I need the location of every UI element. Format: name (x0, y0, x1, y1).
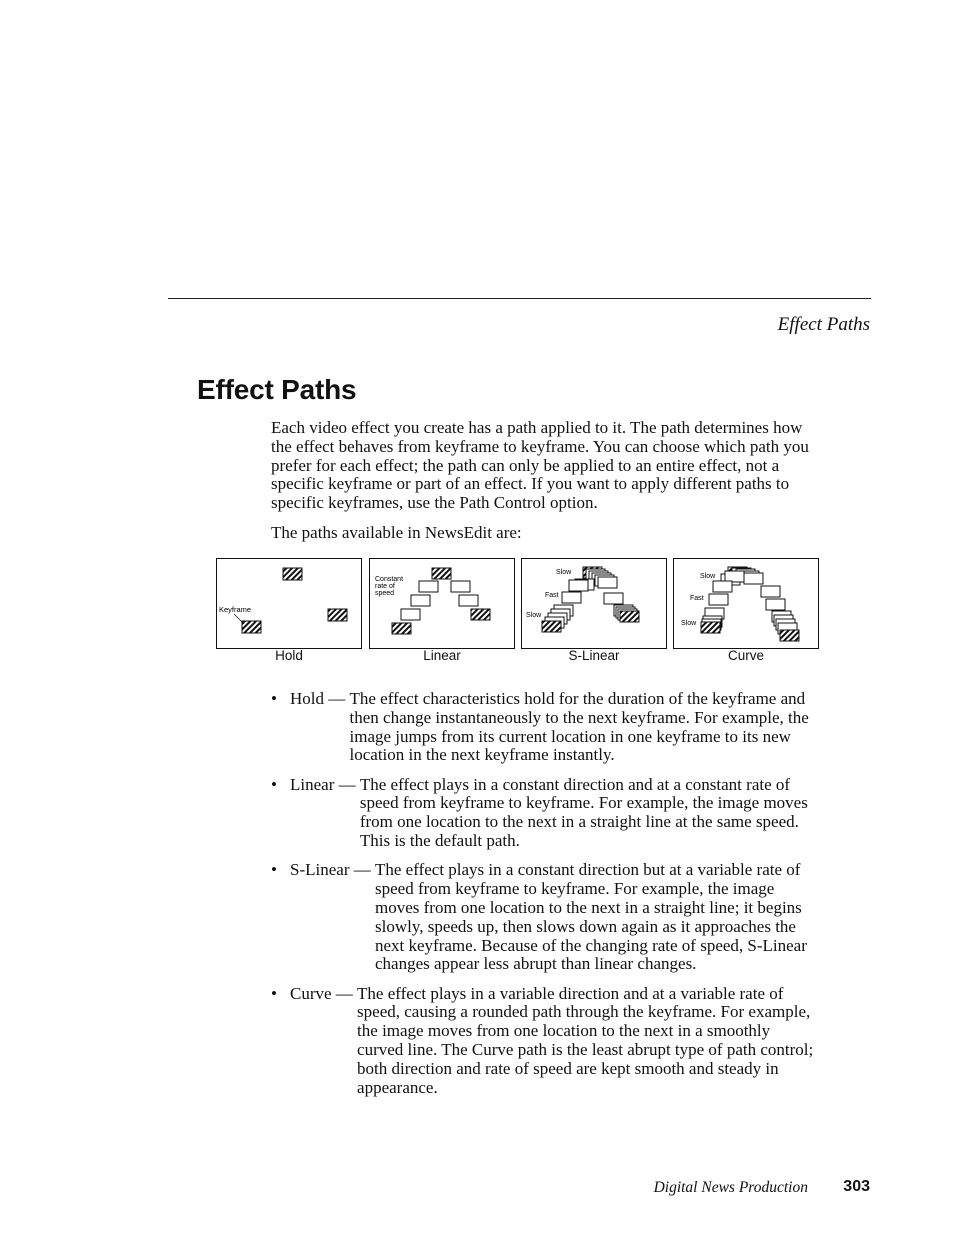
list-item-term: Linear — (290, 774, 360, 794)
list-item-text: The effect plays in a constant direction but at a variable rate of speed from keyframe to keyframe. For example, the image moves from one location to the next in a straight line; it begins slowly, speeds up, then slows down again as it approaches the next keyframe. Because of the changing rate of speed, S-Linear changes appear less abrupt than linear changes. (374, 860, 807, 974)
linear-caption: Linear (423, 648, 461, 663)
list-item (271, 985, 816, 1098)
path-type-list (271, 690, 816, 1108)
bullet-dot: • (271, 860, 277, 880)
header-rule (168, 298, 871, 299)
curve-label-slow-top: Slow (700, 573, 716, 580)
bullet-dot: • (271, 689, 277, 708)
section-title: Effect Paths (197, 374, 357, 405)
list-item-term: Hold — (290, 689, 350, 708)
paths-intro-paragraph: The paths available in NewsEdit are: (271, 523, 522, 542)
intro-paragraph: Each video effect you create has a path applied to it. The path determines how the effect behaves from keyframe to keyframe. You can choose which path you prefer for each effect; the path can only be applied to an entire effect, not a specific keyframe or part of an effect. If you want to apply different paths to specific keyframes, use the Path Control option. (271, 418, 809, 513)
list-item (271, 861, 816, 974)
keyframe-box (283, 568, 302, 580)
linear-label-line2: rate of (375, 583, 395, 590)
s-linear-path-diagram (521, 558, 667, 650)
linear-path-diagram (369, 558, 515, 650)
list-item-text: The effect plays in a constant direction and at a constant rate of speed from keyframe to keyframe. For example, the image moves from one location to the next in a straight line at the same speed. This is the default path. (359, 774, 808, 851)
list-item-term: Curve — (290, 983, 358, 1003)
curve-path-diagram (673, 558, 819, 650)
s-linear-caption: S-Linear (568, 648, 620, 663)
s-linear-label-slow-top: Slow (556, 569, 572, 576)
keyframe-label: Keyframe (219, 605, 252, 614)
list-item-term: S-Linear — (290, 860, 375, 880)
running-head: Effect Paths (777, 314, 870, 335)
bullet-dot: • (271, 774, 277, 794)
list-item-text: The effect plays in a variable direction and at a variable rate of speed, causing a rounded path through the keyframe. For example, the image moves from one location to the next in a smoothly curved line. The Curve path is the least abrupt type of path control; both direction and rate of speed are kept smooth and steady in appearance. (357, 983, 814, 1097)
bullet-dot: • (271, 983, 277, 1003)
list-item (271, 690, 816, 765)
keyframe-box (242, 621, 261, 633)
linear-label-line1: Constant (375, 576, 404, 583)
curve-label-slow-bottom: Slow (681, 620, 697, 627)
s-linear-label-slow-bottom: Slow (526, 612, 542, 619)
curve-label-fast: Fast (690, 595, 704, 602)
page-number: 303 (843, 1178, 870, 1195)
list-item (271, 776, 816, 851)
s-linear-label-fast: Fast (545, 592, 559, 599)
footer-book-title: Digital News Production (653, 1179, 808, 1196)
hold-caption: Hold (275, 648, 303, 663)
hold-path-diagram (216, 558, 362, 650)
curve-caption: Curve (727, 648, 764, 663)
keyframe-box (328, 609, 347, 621)
list-item-text: The effect characteristics hold for the duration of the keyframe and then change instantaneously to the next keyframe. For example, the image jumps from its current location in one keyframe to its new location in the next keyframe instantly. (349, 689, 809, 765)
linear-label-line3: speed (375, 590, 395, 597)
